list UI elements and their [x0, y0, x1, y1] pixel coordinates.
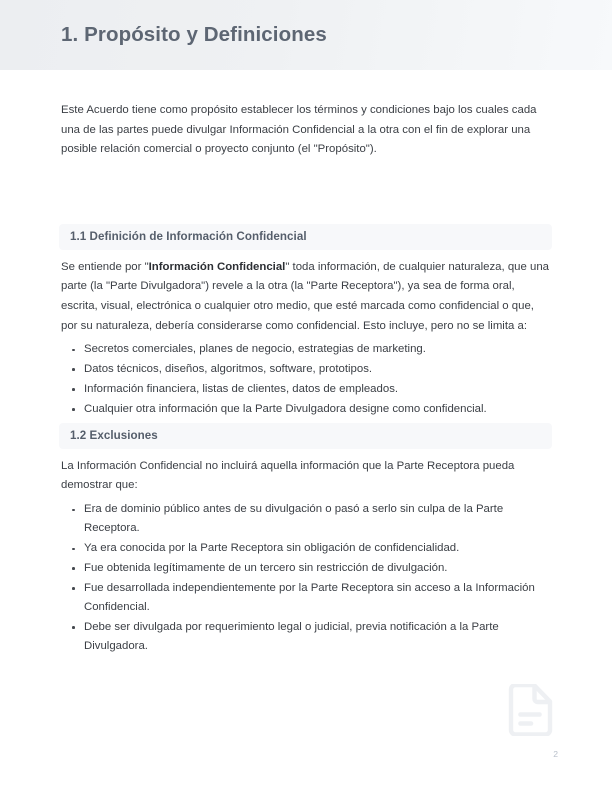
list-item: Información financiera, listas de clientes, datos de empleados. [61, 380, 551, 399]
page-title: 1. Propósito y Definiciones [61, 23, 327, 46]
list-item: Secretos comerciales, planes de negocio, estrategias de marketing. [61, 340, 551, 359]
intro-paragraph: Este Acuerdo tiene como propósito establecer los términos y condiciones bajo los cuales cada una de las partes puede divulgar Información Confidencial a la otra con el fin de explorar una posible relación comercial o proyecto conjunto (el "Propósito"). [61, 104, 537, 156]
page-number: 2 [553, 749, 558, 759]
section-heading-1-2: 1.2 Exclusiones [59, 423, 552, 449]
section-1-2-paragraph: La Información Confidencial no incluirá aquella información que la Parte Receptora pueda demostrar que: [61, 459, 515, 492]
list-item: Fue obtenida legítimamente de un tercero sin restricción de divulgación. [61, 559, 551, 578]
page-header-band [0, 0, 612, 70]
list-item: Cualquier otra información que la Parte Divulgadora designe como confidencial. [61, 400, 551, 419]
section-1-2-bullet-list [61, 500, 551, 656]
section-heading-1-1: 1.1 Definición de Información Confidencial [59, 224, 552, 250]
list-item: Datos técnicos, diseños, algoritmos, software, prototipos. [61, 360, 551, 379]
list-item: Ya era conocida por la Parte Receptora sin obligación de confidencialidad. [61, 539, 551, 558]
section-1-1-paragraph [61, 258, 551, 336]
defined-term: Información Confidencial [148, 260, 286, 273]
document-content [61, 70, 551, 657]
list-item: Fue desarrollada independientemente por la Parte Receptora sin acceso a la Información Confidencial. [61, 579, 551, 618]
document-file-icon [506, 684, 554, 736]
section-1-1-bullet-list [61, 340, 551, 419]
definition-text-lead: Se entiende por " [61, 260, 149, 273]
list-item: Era de dominio público antes de su divulgación o pasó a serlo sin culpa de la Parte Receptora. [61, 500, 551, 539]
definition-text-rest: " toda información, de cualquier naturaleza, que una parte (la "Parte Divulgadora") revele a la otra (la "Parte Receptora"), ya sea de forma oral, escrita, visual, electrónica o cualquier otro medio, que esté marcada como confidencial o que, por su naturaleza, debería considerarse como confidencial. Esto incluye, pero no se limita a: [61, 260, 550, 332]
list-item: Debe ser divulgada por requerimiento legal o judicial, previa notificación a la Parte Divulgadora. [61, 618, 551, 657]
